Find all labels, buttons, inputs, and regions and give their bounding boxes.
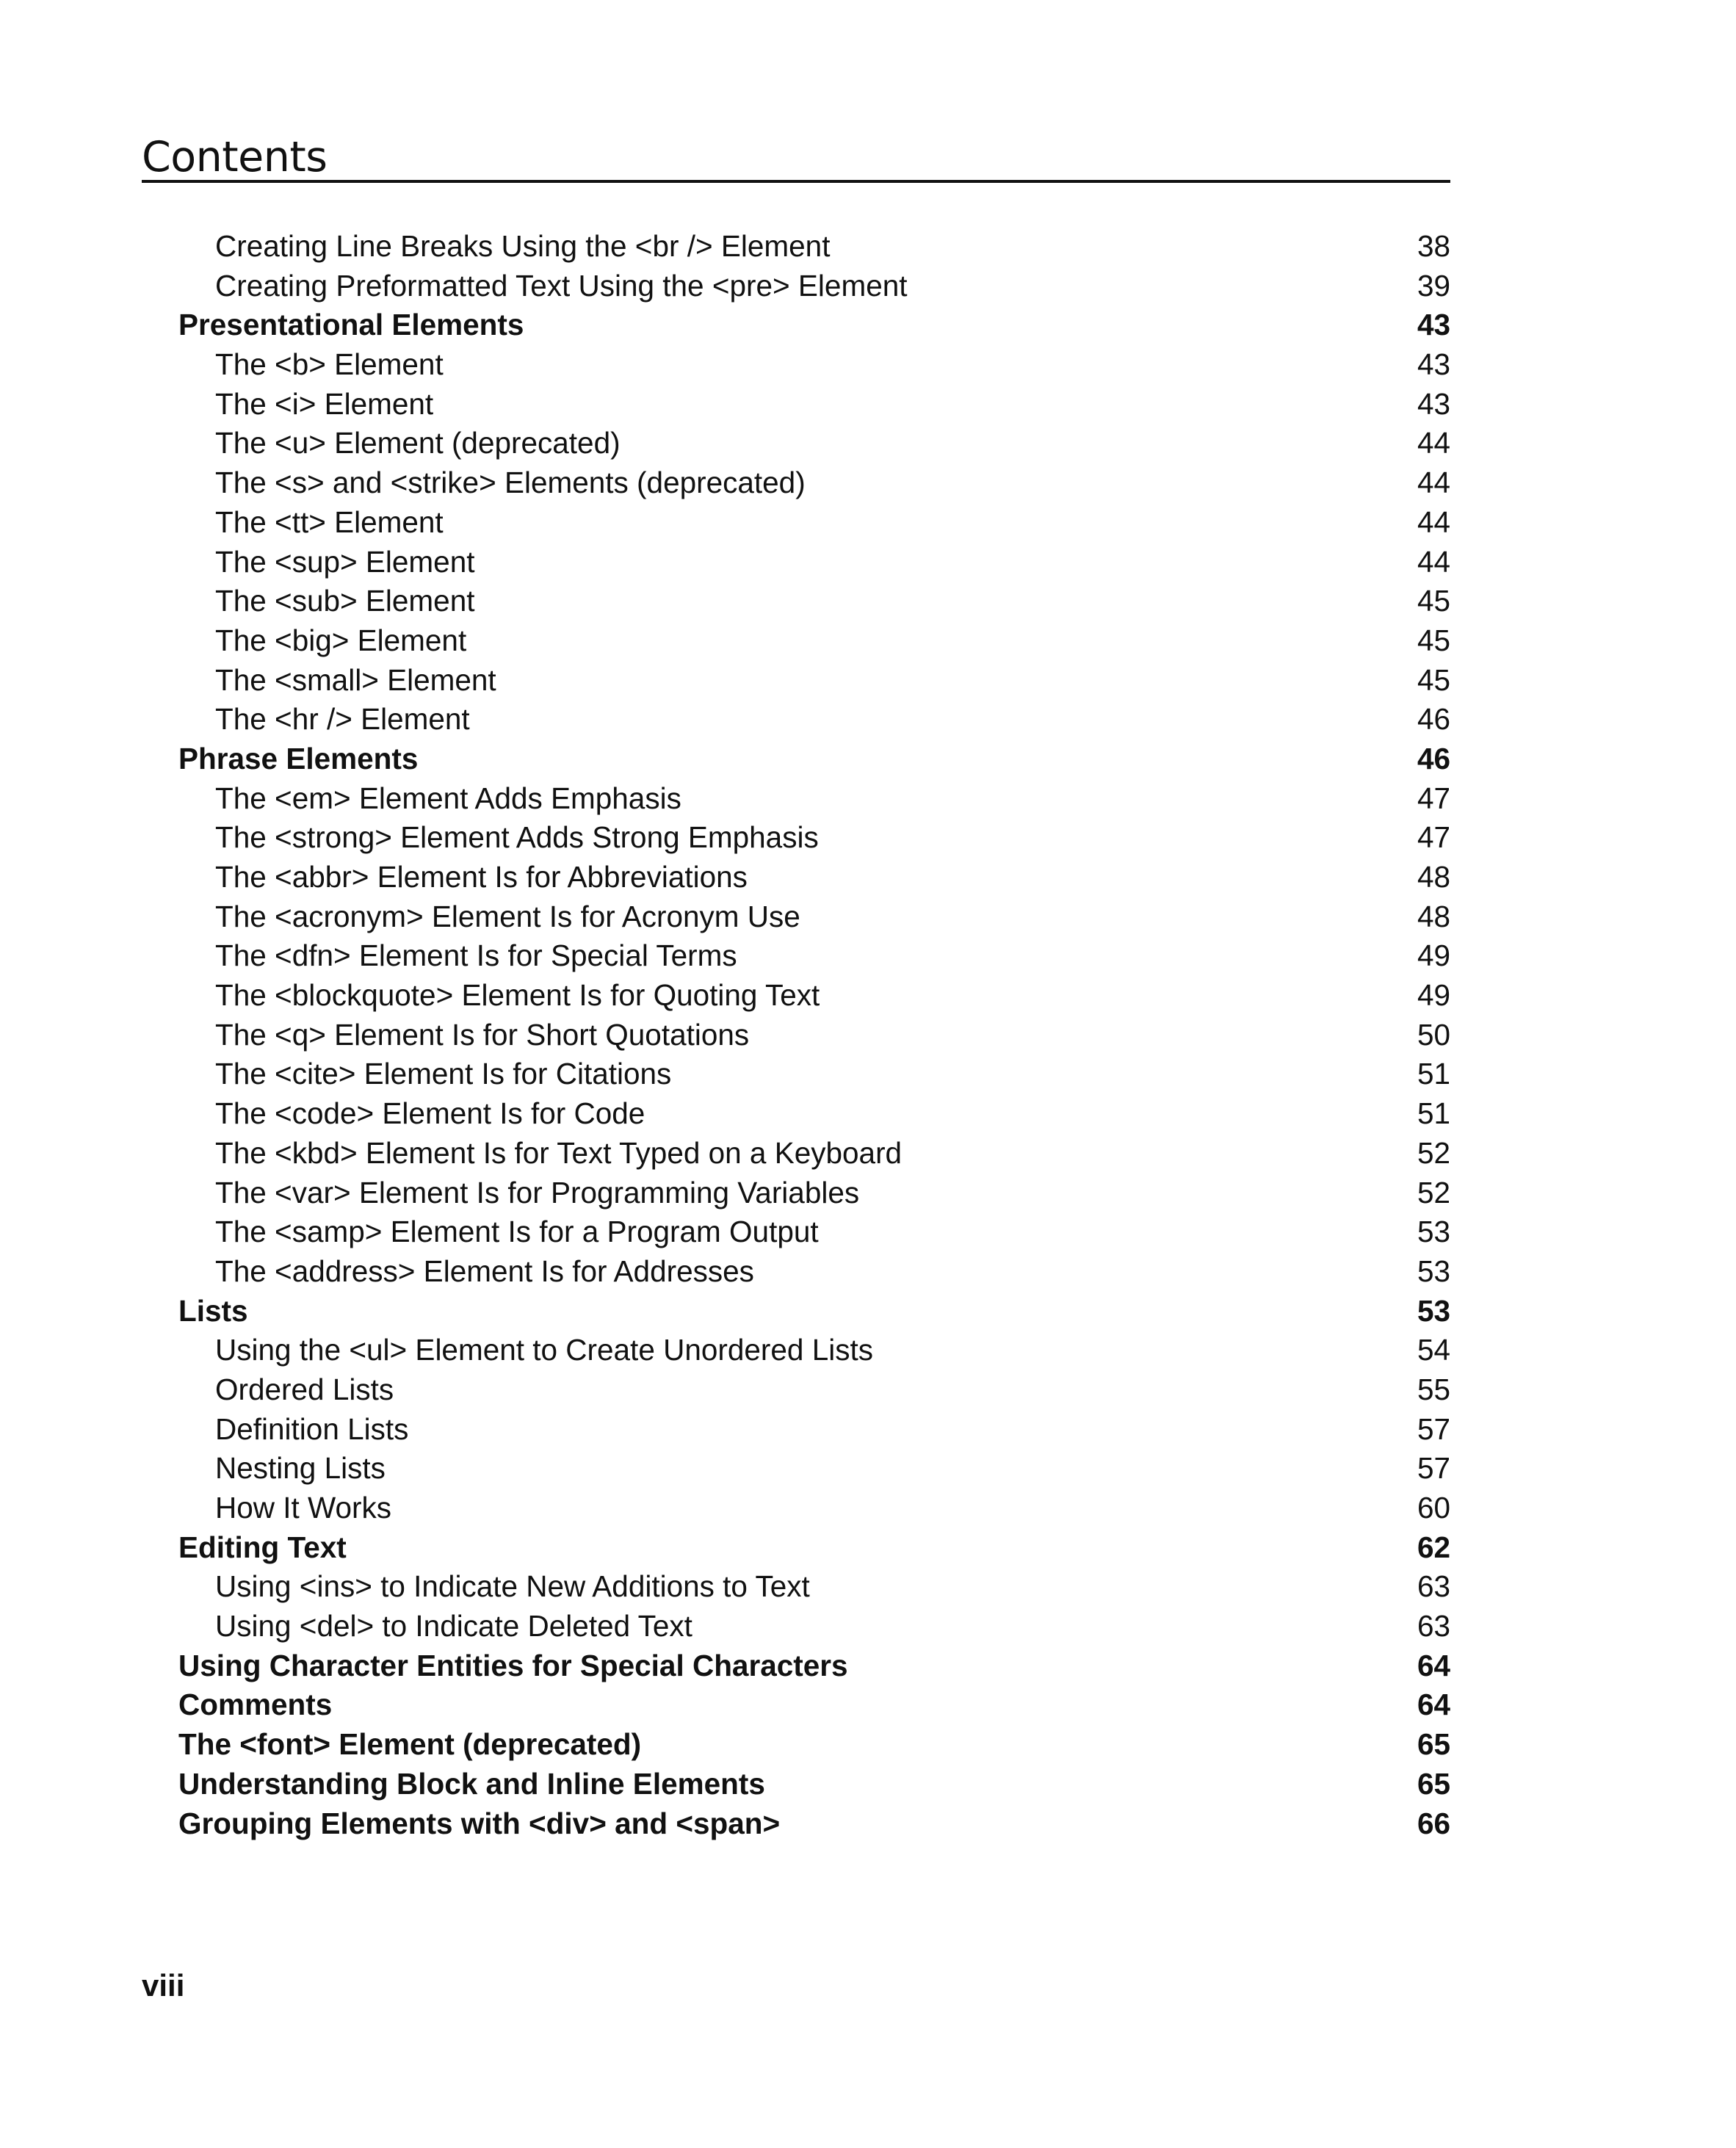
toc-entry-page: 38: [1417, 229, 1450, 263]
toc-entry-page: 57: [1417, 1451, 1450, 1486]
toc-section-entry: [142, 1685, 1450, 1725]
toc-entry-page: 49: [1417, 978, 1450, 1013]
toc-entry-page: 52: [1417, 1135, 1450, 1170]
toc-subsection-entry: [142, 503, 1450, 543]
toc-entry-page: 46: [1417, 741, 1450, 775]
toc-entry-title: The <address> Element Is for Addresses: [215, 1254, 754, 1288]
toc-entry-page: 45: [1417, 662, 1450, 697]
toc-entry-page: 60: [1417, 1491, 1450, 1525]
toc-section-entry: [142, 305, 1450, 345]
toc-entry-title: The <hr /> Element: [215, 702, 470, 737]
toc-entry-title: The <kbd> Element Is for Text Typed on a Keyboard: [215, 1135, 903, 1170]
toc-entry-title: Lists: [178, 1293, 248, 1328]
toc-entry-title: Nesting Lists: [215, 1451, 386, 1486]
toc-entry-title: The <u> Element (deprecated): [215, 426, 621, 460]
toc-entry-title: Using <ins> to Indicate New Additions to Text: [215, 1569, 810, 1604]
toc-entry-page: 44: [1417, 466, 1450, 500]
toc-subsection-entry: [142, 1094, 1450, 1134]
toc-entry-page: 63: [1417, 1609, 1450, 1643]
toc-entry-title: Creating Preformatted Text Using the <pre> Element: [215, 268, 908, 303]
toc-entry-page: 45: [1417, 584, 1450, 618]
toc-entry-page: 51: [1417, 1096, 1450, 1131]
toc-entry-page: 65: [1417, 1727, 1450, 1762]
toc-entry-page: 45: [1417, 623, 1450, 657]
toc-section-entry: [142, 1528, 1450, 1568]
toc-subsection-entry: [142, 1055, 1450, 1094]
toc-subsection-entry: [142, 1252, 1450, 1292]
toc-entry-title: The <font> Element (deprecated): [178, 1727, 642, 1762]
toc-entry-page: 43: [1417, 308, 1450, 342]
toc-subsection-entry: [142, 267, 1450, 306]
toc-entry-page: 39: [1417, 268, 1450, 303]
toc-entry-page: 64: [1417, 1648, 1450, 1682]
toc-subsection-entry: [142, 1174, 1450, 1213]
toc-subsection-entry: [142, 936, 1450, 976]
toc-entry-page: 54: [1417, 1333, 1450, 1367]
toc-entry-page: 46: [1417, 702, 1450, 737]
toc-subsection-entry: [142, 345, 1450, 385]
toc-section-entry: [142, 1292, 1450, 1331]
toc-subsection-entry: [142, 1212, 1450, 1252]
toc-entry-page: 62: [1417, 1530, 1450, 1564]
toc-entry-page: 48: [1417, 860, 1450, 894]
toc-entry-title: The <code> Element Is for Code: [215, 1096, 645, 1131]
toc-entry-title: Understanding Block and Inline Elements: [178, 1766, 765, 1801]
toc-subsection-entry: [142, 543, 1450, 582]
toc-entry-title: The <sub> Element: [215, 584, 475, 618]
toc-entry-page: 44: [1417, 426, 1450, 460]
toc-subsection-entry: [142, 227, 1450, 267]
toc-entry-page: 53: [1417, 1215, 1450, 1249]
toc-subsection-entry: [142, 976, 1450, 1016]
toc-entry-page: 44: [1417, 505, 1450, 539]
toc-subsection-entry: [142, 1489, 1450, 1528]
toc-entry-page: 57: [1417, 1411, 1450, 1446]
toc-entry-title: The <samp> Element Is for a Program Output: [215, 1215, 819, 1249]
toc-entry-page: 53: [1417, 1254, 1450, 1288]
toc-entry-title: The <em> Element Adds Emphasis: [215, 781, 681, 815]
toc-section-entry: [142, 1804, 1450, 1844]
toc-entry-title: The <acronym> Element Is for Acronym Use: [215, 899, 800, 933]
toc-entry-page: 66: [1417, 1806, 1450, 1840]
toc-section-entry: [142, 1725, 1450, 1765]
toc-entry-title: Presentational Elements: [178, 308, 524, 342]
toc-entry-title: The <small> Element: [215, 662, 496, 697]
toc-subsection-entry: [142, 1370, 1450, 1410]
toc-entry-title: The <i> Element: [215, 386, 434, 421]
toc-entry-title: The <b> Element: [215, 347, 444, 382]
toc-entry-page: 47: [1417, 820, 1450, 855]
toc-subsection-entry: [142, 700, 1450, 739]
toc-subsection-entry: [142, 897, 1450, 937]
toc-subsection-entry: [142, 1449, 1450, 1489]
header-rule: [142, 180, 1450, 183]
toc-entry-title: Creating Line Breaks Using the <br /> Element: [215, 229, 831, 263]
toc-section-entry: [142, 1765, 1450, 1804]
toc-entry-page: 55: [1417, 1372, 1450, 1406]
toc-entry-title: How It Works: [215, 1491, 392, 1525]
toc-subsection-entry: [142, 818, 1450, 858]
toc-entry-title: The <cite> Element Is for Citations: [215, 1057, 672, 1091]
toc-entry-title: The <var> Element Is for Programming Variables: [215, 1175, 860, 1209]
toc-entry-page: 63: [1417, 1569, 1450, 1604]
toc-entry-title: The <sup> Element: [215, 544, 475, 579]
page-title: Contents: [142, 133, 328, 181]
toc-subsection-entry: [142, 1567, 1450, 1607]
toc-entry-page: 49: [1417, 939, 1450, 973]
toc-subsection-entry: [142, 582, 1450, 621]
toc-section-entry: [142, 739, 1450, 779]
toc-entry-title: Using Character Entities for Special Characters: [178, 1648, 848, 1682]
toc-entry-title: Comments: [178, 1688, 333, 1722]
toc-entry-title: Editing Text: [178, 1530, 347, 1564]
toc-subsection-entry: [142, 779, 1450, 819]
toc-subsection-entry: [142, 1134, 1450, 1174]
toc-entry-title: The <big> Element: [215, 623, 467, 657]
toc-entry-page: 51: [1417, 1057, 1450, 1091]
toc-entry-title: Definition Lists: [215, 1411, 409, 1446]
toc-entry-page: 50: [1417, 1017, 1450, 1052]
toc-entry-title: The <dfn> Element Is for Special Terms: [215, 939, 737, 973]
toc-entry-title: The <tt> Element: [215, 505, 444, 539]
toc-subsection-entry: [142, 1016, 1450, 1055]
toc-entry-title: Using <del> to Indicate Deleted Text: [215, 1609, 692, 1643]
toc-subsection-entry: [142, 661, 1450, 701]
toc-entry-title: Phrase Elements: [178, 741, 419, 775]
toc-entry-title: The <strong> Element Adds Strong Emphasis: [215, 820, 819, 855]
toc-entry-title: Grouping Elements with <div> and <span>: [178, 1806, 781, 1840]
toc-entry-title: Ordered Lists: [215, 1372, 394, 1406]
toc-subsection-entry: [142, 385, 1450, 424]
toc-entry-page: 53: [1417, 1293, 1450, 1328]
toc-entry-page: 47: [1417, 781, 1450, 815]
toc-section-entry: [142, 1646, 1450, 1686]
toc-subsection-entry: [142, 1331, 1450, 1370]
toc-entry-title: The <abbr> Element Is for Abbreviations: [215, 860, 748, 894]
toc-subsection-entry: [142, 463, 1450, 503]
toc-subsection-entry: [142, 424, 1450, 463]
toc-subsection-entry: [142, 858, 1450, 897]
toc-entry-title: The <s> and <strike> Elements (deprecated): [215, 466, 806, 500]
toc-entry-title: The <blockquote> Element Is for Quoting Text: [215, 978, 820, 1013]
toc-entry-page: 65: [1417, 1766, 1450, 1801]
toc-subsection-entry: [142, 1410, 1450, 1450]
toc-entry-page: 44: [1417, 544, 1450, 579]
toc-subsection-entry: [142, 621, 1450, 661]
toc-entry-page: 52: [1417, 1175, 1450, 1209]
toc-entry-page: 48: [1417, 899, 1450, 933]
table-of-contents: [142, 227, 1450, 1843]
toc-subsection-entry: [142, 1607, 1450, 1646]
toc-entry-page: 43: [1417, 347, 1450, 382]
toc-entry-title: The <q> Element Is for Short Quotations: [215, 1017, 750, 1052]
toc-entry-page: 64: [1417, 1688, 1450, 1722]
toc-entry-page: 43: [1417, 386, 1450, 421]
toc-entry-title: Using the <ul> Element to Create Unordered Lists: [215, 1333, 873, 1367]
page-number: viii: [142, 1968, 185, 2003]
